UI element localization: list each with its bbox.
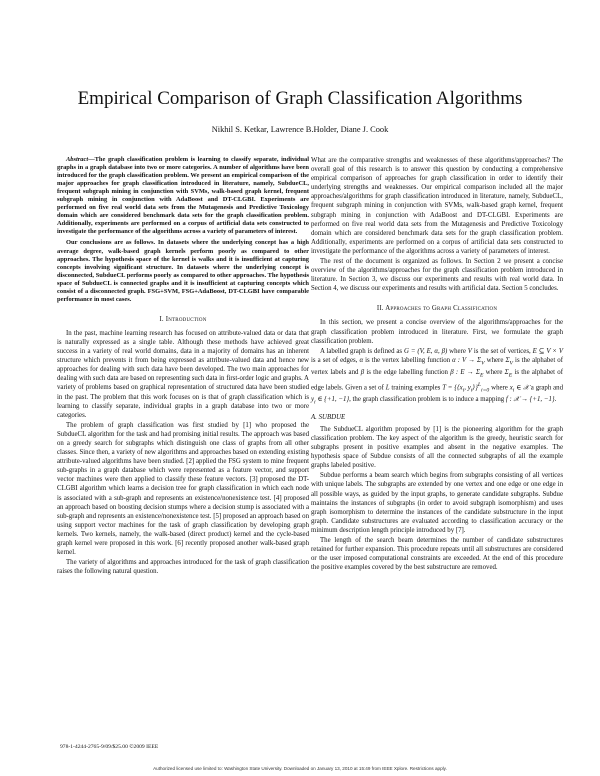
paper-title: Empirical Comparison of Graph Classification Algorithms — [77, 88, 523, 109]
text: training examples — [389, 383, 443, 391]
abstract-label: Abstract — [66, 156, 89, 163]
abstract-dash: — — [88, 156, 95, 163]
text: is the alphabet of vertex labels and — [311, 356, 563, 377]
organization-paragraph: The rest of the document is organized as follows. In Section 2 we present a concise overview of the algorithms/approaches for the graph classification problem introduced in literature. In Section 3, we discuss our experiments and results with real world data. In Section 4, we discuss our experiments and results with artificial data. Section 5 concludes. — [311, 258, 563, 293]
section-number: I. — [159, 315, 164, 323]
math: ∈ {+1, −1} — [315, 396, 350, 404]
intro-continued — [311, 156, 563, 293]
intro-paragraph-2: The problem of graph classification was first studied by [1] who proposed the SubdueCL algorithm for the task and had promising initial results. The approach was based on a greedy search for subgraphs which distinguish one class of graphs from all other classes. Since then, a variety of new algorithms and approaches based on extending existing attribute-valued algorithms have been studied. [2] applied the FSG system to mine frequent sub-graphs in a graph database which were represented as a feature vector, and support vector machines were then applied to classify these feature vectors. [3] proposed the DT-CLGBI algorithm which learns a decision tree for graph classification in which each node is associated with a sub-graph and represents an existence/nonexistence test. [4] proposed an approach based on boosting decision stumps where a decision stump is associated with a sub-graph and represents an existence/nonexistence test. [5] proposed an approach based on using support vector machines for the task of graph classification by developing graph kernels. Two kernels, namely, the walk-based (direct product) kernel and the cycle-based graph kernel were proposed in this work. [6] recently proposed another walk-based graph kernel. — [57, 421, 309, 557]
abstract — [57, 156, 309, 304]
intro-paragraph-3: The variety of algorithms and approaches introduced for the task of graph classification raises the following natural question. — [57, 559, 309, 576]
math: β : E → Σ — [450, 369, 480, 377]
math-subscript: E — [479, 372, 484, 379]
math-subscript: i — [470, 387, 473, 394]
math: G = (V, E, α, β) — [404, 347, 448, 355]
math: Σ — [504, 369, 509, 377]
math: V — [467, 347, 472, 355]
section-heading-introduction — [57, 316, 309, 323]
license-footer: Authorized licensed use limited to: Washington State University. Downloaded on January 13, 2010 at 15:49 from IEEE Xplore. Restrictions apply. — [153, 766, 447, 771]
math: f : 𝒳 → {+1, −1} — [505, 396, 555, 404]
text: where — [447, 347, 468, 355]
math: T = {⟨x — [442, 383, 463, 391]
math: y — [311, 396, 315, 404]
math-subscript: V — [509, 360, 513, 367]
left-column — [57, 156, 309, 577]
math: ⟩} — [472, 383, 478, 391]
abstract-paragraph-1 — [57, 156, 309, 236]
text: where — [484, 356, 506, 364]
math-subscript: V — [481, 360, 485, 367]
math-subscript: E — [508, 372, 513, 379]
section-title: Approaches to Graph Classification — [385, 305, 498, 313]
math: α — [359, 356, 364, 364]
math: β — [360, 369, 365, 377]
right-column — [311, 156, 563, 573]
subsection-heading-subdue: A. SUBDUE — [311, 413, 346, 421]
math: , y — [464, 383, 471, 391]
text: is the alphabet of edge labels. Given a set of — [311, 369, 564, 391]
section-heading-approaches — [311, 305, 563, 312]
math-subscript: i — [512, 387, 515, 394]
subdue-body — [311, 425, 563, 573]
copyright-notice: 978-1-4244-2765-9/09/$25.00 ©2009 IEEE — [60, 744, 159, 750]
text: where — [483, 369, 505, 377]
math-superscript: L — [477, 381, 482, 388]
math-subscript: i — [314, 399, 316, 406]
math: α : V → Σ — [452, 356, 482, 364]
subdue-paragraph-1: The SubdueCL algorithm proposed by [1] is the pioneering algorithm for the graph classification problem. The key aspect of the algorithm is the greedy, heuristic search for subgraphs present in positive examples and absent in the negative examples. The hypothesis space of Subdue consists of all the connected subgraphs of all the example graphs labeled positive. — [311, 425, 563, 470]
math: L — [385, 383, 390, 391]
text: a graph and — [528, 383, 563, 391]
approaches-paragraph-1: In this section, we present a concise overview of the algorithms/approaches for the graph classification problem introduced in literature. First, we formulate the graph classification problem. — [311, 319, 563, 345]
section-title: Introduction — [165, 315, 207, 323]
math-subscript: i=0 — [481, 387, 490, 394]
approaches-body — [311, 318, 563, 407]
intro-paragraph-1: In the past, machine learning research has focused on attribute-valued data or data that is naturally expressed as a single table. Although these methods have achieved great success in a variety of real world domains, data in a majority of domains has an inherent structure which prevents it from being expressed as attribute-valued data and hence new approaches for dealing with such data have been developed. The two main approaches for dealing with such data are based on representing such data in first-order logic and graphs. A variety of problems based on graphical representation of structured data have been studied in the past. The problem that this work focuses on is that of graph classification which is learning to classify separate, individual graphs in a graph database into two or more categories. — [57, 329, 309, 419]
subdue-paragraph-3: The length of the search beam determines the number of candidate substructures retained for further expansion. This procedure repeats until all substructures are considered or the user imposed computational constraints are exceeded. At the end of this procedure the positive examples covered by the best substructure are removed. — [311, 537, 563, 572]
text: , the graph classification problem is to induce a mapping — [349, 396, 506, 404]
math: ∈ 𝒳 — [514, 383, 529, 391]
text: is the vertex labelling function — [363, 356, 453, 364]
text: where — [489, 383, 510, 391]
text: is the set of vertices, — [471, 347, 533, 355]
subdue-paragraph-2: Subdue performs a beam search which begins from subgraphs consisting of all vertices with unique labels. The subgraphs are extended by one vertex and one edge or one edge in all possible ways, as guided by the input graphs, to generate candidate subgraphs. Subdue maintains the instances of subgraphs (in order to avoid subgraph isomorphism) and uses graph isomorphism to determine the instances of the candidate substructure in the input graph. Candidate substructures are evaluated according to classification accuracy or the minimum description length principle introduced by [7]. — [311, 472, 563, 534]
text: is a set of edges, — [311, 356, 360, 364]
text: A labelled graph is defined as — [320, 347, 405, 355]
problem-definition-paragraph — [311, 347, 563, 408]
abstract-paragraph-2: Our conclusions are as follows. In datasets where the underlying concept has a high average degree, walk-based graph kernels perform poorly as compared to other approaches. The hypothesis space of the kernel is walks and it is insufficient at capturing concepts involving significant structure. In datasets where the underlying concept is disconnected, SubdueCL performs poorly as compared to other approaches. The hypothesis space of SubdueCL is connected graphs and it is insufficient at capturing concepts which consist of a disconnected graph. FSG+SVM, FSG+AdaBoost, DT-CLGBI have comparable performance in most cases. — [57, 239, 309, 303]
math: Σ — [505, 356, 510, 364]
abstract-text-1: The graph classification problem is learning to classify separate, individual graphs in a graph database into two or more categories. A number of algorithms have been introduced for the graph classification problem. We present an empirical comparison of the major approaches for graph classification introduced in literature, namely, SubdueCL, frequent subgraph mining in conjunction with SVMs, walk-based graph kernel, frequent subgraph mining in conjunction with AdaBoost and DT-CLGBI. Experiments are performed on five real world data sets from the Mutagenesis and Predictive Toxicology domain which are considered benchmark data sets for the graph classification problem. Additionally, experiments are performed on a corpus of artificial data sets constructed to investigate the performance of the algorithms across a variety of parameters of interest. — [57, 156, 309, 236]
math-subscript: i — [462, 387, 465, 394]
section-number: II. — [376, 305, 384, 313]
text: is the edge labelling function — [364, 369, 451, 377]
author-list: Nikhil S. Ketkar, Lawrence B.Holder, Diane J. Cook — [211, 125, 389, 134]
math: x — [509, 383, 513, 391]
math: E ⊆ V × V — [532, 347, 563, 355]
text: . — [554, 396, 557, 404]
introduction-body — [57, 329, 309, 577]
intro-question-paragraph: What are the comparative strengths and weaknesses of these algorithms/approaches? The overall goal of this research is to answer this question by conducting a comprehensive empirical comparison of approaches for graph classification in order to identify their underlying strengths and weaknesses. Our empirical comparison included all the major approaches/algorithms for graph classification introduced in literature, namely, SubdueCL, frequent subgraph mining in conjunction with SVMs, walk-based graph kernel, frequent subgraph mining in conjunction with AdaBoost and DT-CLGBI. Experiments are performed on five real world data sets from the Mutagenesis and Predictive Toxicology domain which are considered benchmark data sets for the graph classification problem. Additionally, experiments are performed on a corpus of artificial data sets constructed to investigate the performance of the algorithms across a variety of parameters of interest. — [311, 157, 563, 255]
